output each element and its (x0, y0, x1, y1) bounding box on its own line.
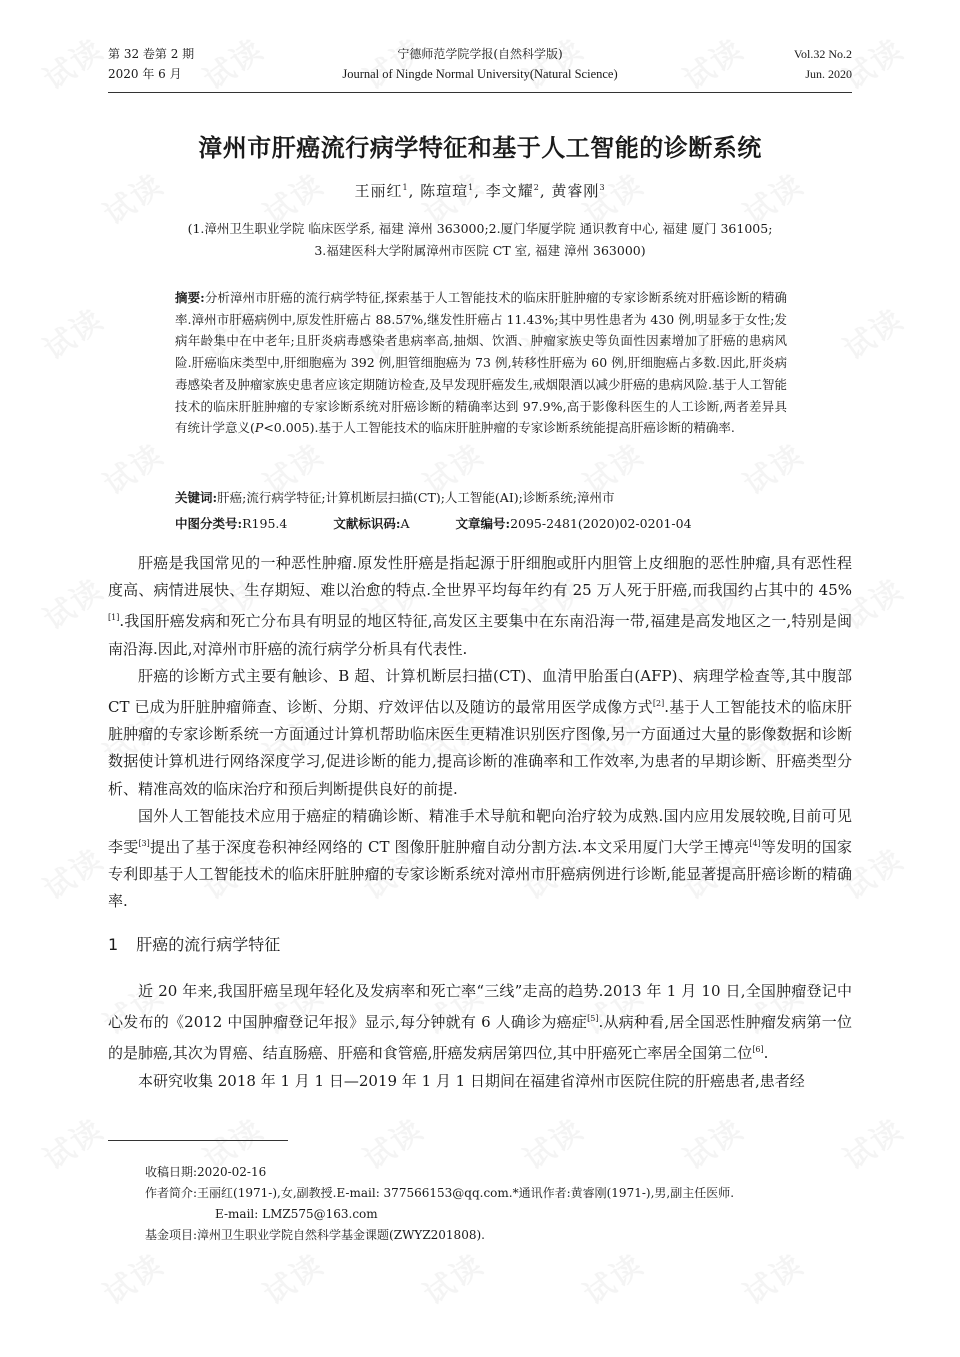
footnote-author-info: 作者简介:王丽红(1971-),女,副教授.E-mail: 377566153@qq.com.*通讯作者:黄睿刚(1971-),男,副主任医师. (145, 1186, 735, 1200)
watermark-text (413, 1241, 491, 1314)
header-journal-cn: 宁德师范学院学报(自然科学版) (397, 47, 563, 61)
watermark-text (93, 431, 171, 504)
abstract-text-end: <0.005).基于人工智能技术的临床肝脏肿瘤的专家诊断系统能提高肝癌诊断的精确率. (263, 420, 735, 436)
doc-code-value: A (400, 516, 410, 531)
header-vol-no: Vol.32 No.2 (793, 47, 852, 61)
paragraph-text: 等发明的国家专利即基于人工智能技术的临床肝脏肿瘤的专家诊断系统对漳州市肝癌病例进行诊断,能显著提高肝癌诊断的精确率. (108, 838, 852, 911)
header-journal-en: Journal of Ningde Normal University(Natural Science) (342, 67, 618, 81)
author-affil-sup: 2 (533, 183, 540, 192)
header-journal (258, 44, 702, 84)
author-name: 王丽红 (354, 182, 403, 200)
paragraph-text: .基于人工智能技术的临床肝脏肿瘤的专家诊断系统一方面通过计算机帮助临床医生更精准识别医疗图像,另一方面通过大量的影像数据和诊断数据使计算机进行网络深度学习,促进诊断的能力,提高诊断的准确率和工作效率,为患者的早期诊断、肝癌类型分析、精准高效的临床治疗和预后判断提供良好的前提. (108, 698, 852, 798)
citation: [2] (652, 699, 665, 709)
watermark-text (33, 566, 111, 639)
body-section1 (108, 978, 852, 1095)
author-list: 王丽红$^1$, 陈瑄瑄$^1$, 李文耀$^2$, 黄睿刚$^3$ (354, 182, 606, 200)
author-name: 黄睿刚 (551, 182, 600, 200)
abstract-text: 分析漳州市肝癌的流行病学特征,探索基于人工智能技术的临床肝脏肿瘤的专家诊断系统对肝癌诊断的精确率.漳州市肝癌病例中,原发性肝癌占 88.57%,继发性肝癌占 11.43%;其中男性患者为 430 例,明显多于女性;发病年龄集中在中老年;且肝炎病毒感染者患病率高,抽烟、饮酒、肿瘤家族史等负面性因素增加了肝癌的患病风险.肝癌临床类型中,肝细胞癌为 392 例,胆管细胞癌为 73 例,转移性肝癌为 60 例,肝细胞癌占多数.因此,肝炎病毒感染者及肿瘤家族史患者应该定期随访检查,及早发现肝癌发生,戒烟限酒以减少肝癌的患病风险.基于人工智能技术的临床肝脏肿瘤的专家诊断系统对肝癌诊断的精确率达到 97.9%,高于影像科医生的人工诊断,两者差异具有统计学意义( (175, 290, 787, 436)
watermark-text (253, 1241, 331, 1314)
citation: [1] (108, 613, 120, 623)
watermark-text (33, 26, 111, 99)
affiliations (108, 218, 852, 262)
footnote-divider (108, 1140, 288, 1141)
clc-label: 中图分类号: (175, 516, 243, 531)
watermark-text (93, 1241, 171, 1314)
paragraph-text: .我国肝癌发病和死亡分布具有明显的地区特征,高发区主要集中在东南沿海一带,福建是高发地区之一,特别是闽南沿海.因此,对漳州市肝癌的流行病学分析具有代表性. (108, 612, 852, 658)
keywords-text: 肝癌;流行病学特征;计算机断层扫描(CT);人工智能(AI);诊断系统;漳州市 (217, 490, 615, 505)
abstract (175, 287, 787, 439)
header-volume: 第 32 卷第 2 期 (108, 47, 195, 61)
classification-line (175, 514, 787, 534)
citation: [3] (138, 839, 150, 849)
paragraph (108, 1068, 852, 1095)
paragraph-text: . (763, 1044, 769, 1063)
footnote-received: 收稿日期:2020-02-16 (145, 1165, 267, 1179)
paragraph-text: 肝癌是我国常见的一种恶性肿瘤.原发性肝癌是指起源于肝细胞或肝内胆管上皮细胞的恶性肿瘤,具有恶性程度高、病情进展快、生存期短、难以治愈的特点.全世界平均每年约有 25 万人死于肝癌,而我国约占其中的 45% (108, 554, 852, 600)
citation: [5] (587, 1014, 599, 1024)
clc-value: R195.4 (242, 516, 288, 531)
watermark-text (573, 1241, 651, 1314)
affiliation-line: 3.福建医科大学附属漳州市医院 CT 室, 福建 漳州 363000) (314, 243, 646, 258)
footnotes (145, 1162, 852, 1246)
section-title: 肝癌的流行病学特征 (136, 935, 281, 954)
author-name: 李文耀 (485, 182, 534, 200)
paragraph-text: 肝癌的诊断方式主要有触诊、B 超、计算机断层扫描(CT)、血清甲胎蛋白(AFP)、病理学检查等,其中腹部 CT 已成为肝脏肿瘤筛查、诊断、分期、疗效评估以及随访的最常用医学成像方式 (108, 666, 852, 717)
paper-title: 漳州市肝癌流行病学特征和基于人工智能的诊断系统 (198, 133, 762, 162)
paragraph-text: 本研究收集 2018 年 1 月 1 日—2019 年 1 月 1 日期间在福建省漳州市医院住院的肝癌患者,患者经 (138, 1071, 805, 1090)
body-intro (108, 550, 852, 916)
paragraph (108, 663, 852, 803)
article-no-label: 文章编号: (455, 516, 511, 531)
keywords-label: 关键词: (175, 490, 218, 505)
header-vol-en (794, 44, 852, 84)
section-number: 1 (108, 935, 119, 954)
header-month: Jun. 2020 (805, 67, 852, 81)
paragraph (108, 550, 852, 663)
affiliation-line: (1.漳州卫生职业学院 临床医学系, 福建 漳州 363000;2.厦门华厦学院 通识教育中心, 福建 厦门 361005; (187, 221, 773, 236)
paragraph (108, 803, 852, 916)
watermark-text (33, 1106, 111, 1179)
watermark-text (33, 836, 111, 909)
abstract-p-symbol: P (254, 420, 264, 436)
author-affil-sup: 1 (468, 183, 475, 192)
author-affil-sup: 3 (599, 183, 606, 192)
abstract-label: 摘要: (175, 290, 205, 305)
footnote-author-email: E-mail: LMZ575@163.com (215, 1207, 378, 1221)
watermark-text (733, 1241, 811, 1314)
doc-code-label: 文献标识码: (333, 516, 401, 531)
watermark-text (833, 296, 911, 369)
paragraph-text: .从病种看,居全国恶性肿瘤发病第一位的是肺癌,其次为胃癌、结直肠癌、肝癌和食管癌,肝癌发病居第四位,其中肝癌死亡率居全国第二位 (108, 1013, 852, 1063)
paragraph-text: 提出了基于深度卷积神经网络的 CT 图像肝脏肿瘤自动分割方法.本文采用厦门大学王博亮 (149, 838, 750, 857)
watermark-text (33, 296, 111, 369)
header-volume-info (108, 44, 194, 84)
section-heading (108, 932, 280, 955)
citation: [6] (752, 1045, 764, 1055)
paragraph-text: 近 20 年来,我国肝癌呈现年轻化及发病率和死亡率“三线”走高的趋势.2013 年 1 月 10 日,全国肿瘤登记中心发布的《2012 中国肿瘤登记年报》显示,每分钟就有 6 人确诊为癌症 (108, 982, 852, 1032)
header-date: 2020 年 6 月 (108, 67, 182, 81)
keywords (175, 488, 787, 508)
paragraph-text: 国外人工智能技术应用于癌症的精确诊断、精准手术导航和靶向治疗较为成熟.国内应用发展较晚,目前可见李雯 (108, 806, 852, 857)
citation: [4] (749, 839, 761, 849)
author-affil-sup: 1 (402, 183, 409, 192)
article-no-value: 2095-2481(2020)02-0201-04 (510, 516, 692, 531)
running-header (108, 44, 852, 93)
footnote-fund: 基金项目:漳州卫生职业学院自然科学基金课题(ZWYZ201808). (145, 1228, 485, 1242)
author-name: 陈瑄瑄 (420, 182, 469, 200)
paragraph (108, 978, 852, 1068)
